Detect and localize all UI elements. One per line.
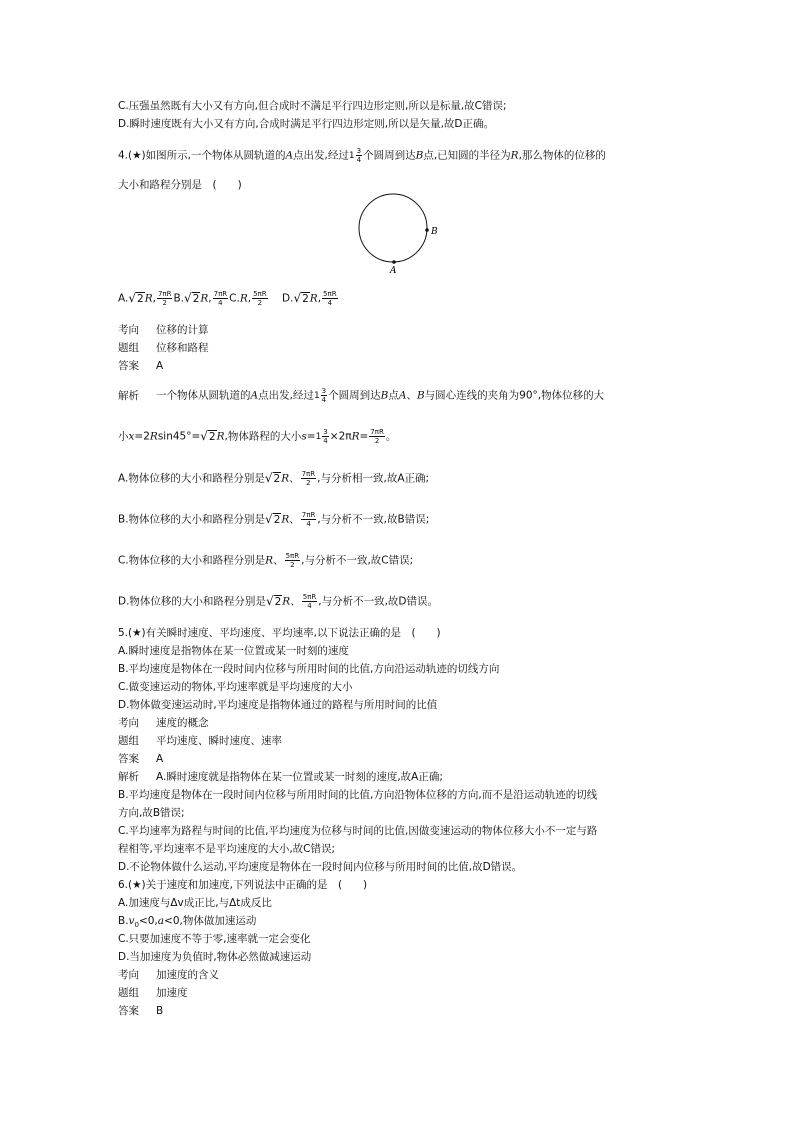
q6-option-b: $B.v_0<0,a<0$,物体做加速运动 — [118, 915, 257, 930]
q4-jiexi-1: 解析 一个物体从圆轨道的A点出发,经过1 $\frac{3}{4}$ 个圆周到达B点A、B与圆心连线的夹角为90°,物体位移的大 — [118, 387, 605, 404]
sqrt: √2 — [128, 290, 144, 305]
q4-explain-c: C.物体位移的大小和路程分别是R、 $\frac{5\pi R}{2}$ ,与分析不一致,故C错误; — [118, 552, 414, 569]
q6-option-d: D.当加速度为负值时,物体必然做减速运动 — [118, 951, 312, 963]
q4-stem-cont: 大小和路程分别是 ( ) — [118, 179, 242, 191]
circle-track-figure — [350, 190, 450, 274]
q4-tizu: 题组 位移和路程 — [118, 342, 209, 354]
q5-option-d: D.物体做变速运动时,平均速度是指物体通过的路程与所用时间的比值 — [118, 699, 438, 711]
mixed-number-one-three-quarters: 1 $\frac{3}{4}$ — [348, 147, 362, 164]
label-a: A — [390, 266, 397, 274]
q5-jiexi-6: D.不论物体做什么运动,平均速度是物体在一段时间内位移与所用时间的比值,故D错误。 — [118, 861, 523, 873]
q4-explain-a: A.物体位移的大小和路程分别是√2R、 $\frac{7\pi R}{2}$ ,与分析相一致,故A正确; — [118, 470, 430, 487]
point-b — [425, 228, 429, 232]
q5-jiexi-5: 程相等,平均速率不是平均速度的大小,故C错误; — [118, 843, 336, 855]
q6-option-a: A.加速度与Δv成正比,与Δt成反比 — [118, 897, 272, 909]
label-b: B — [431, 227, 438, 237]
q5-option-a: A.瞬时速度是指物体在某一位置或某一时刻的速度 — [118, 645, 349, 657]
q6-answer: 答案 B — [118, 1005, 164, 1017]
q5-stem: 5.(★)有关瞬时速度、平均速度、平均速率,以下说法正确的是 ( ) — [118, 627, 441, 639]
option-c-prev: C.压强虽然既有大小又有方向,但合成时不满足平行四边形定则,所以是标量,故C错误; — [118, 100, 507, 112]
q4-explain-b: B.物体位移的大小和路程分别是√2R、 $\frac{7\pi R}{4}$ ,与分析不一致,故B错误; — [118, 511, 430, 528]
q5-jiexi-3: 方向,故B错误; — [118, 807, 185, 819]
q6-stem: 6.(★)关于速度和加速度,下列说法中正确的是 ( ) — [118, 879, 368, 891]
q5-option-b: B.平均速度是物体在一段时间内位移与所用时间的比值,方向沿运动轨迹的切线方向 — [118, 663, 500, 675]
point-a — [392, 260, 396, 264]
q4-answer: 答案 A — [118, 360, 164, 372]
q5-option-c: C.做变速运动的物体,平均速率就是平均速度的大小 — [118, 681, 353, 693]
circle-track — [359, 194, 427, 262]
q4-stem: 4.(★)如图所示,一个物体从圆轨道的A点出发,经过1 $\frac{3}{4}$ 个圆周到达B点,已知圆的半径为R,那么物体的位移的 — [118, 147, 606, 164]
q4-kaoxiang: 考向 位移的计算 — [118, 324, 209, 336]
q4-options: A.√2R, $\frac{7\pi R}{2}$ B.√2R, $\frac{7\pi R}{4}$ C.R, $\frac{5\pi R}{2}$ D.√2R, $\frac{5\pi R}{4}$ — [118, 290, 337, 307]
q6-tizu: 题组 加速度 — [118, 987, 188, 999]
q4-jiexi-2: 小x=2Rsin45°=√2R,物体路程的大小s=1 $\frac{3}{4}$ ×2πR= $\frac{7\pi R}{2}$ 。 — [118, 428, 397, 445]
q5-jiexi-2: B.平均速度是物体在一段时间内位移与所用时间的比值,方向沿物体位移的方向,而不是沿运动轨迹的切线 — [118, 789, 598, 801]
q5-kaoxiang: 考向 速度的概念 — [118, 717, 209, 729]
q5-answer: 答案 A — [118, 753, 164, 765]
q5-jiexi-1: 解析 A.瞬时速度就是指物体在某一位置或某一时刻的速度,故A正确; — [118, 771, 443, 783]
q5-tizu: 题组 平均速度、瞬时速度、速率 — [118, 735, 282, 747]
option-d-prev: D.瞬时速度既有大小又有方向,合成时满足平行四边形定则,所以是矢量,故D正确。 — [118, 118, 495, 130]
q4-explain-d: D.物体位移的大小和路程分别是√2R、 $\frac{5\pi R}{4}$ ,与分析不一致,故D错误。 — [118, 593, 438, 610]
q5-jiexi-4: C.平均速率为路程与时间的比值,平均速度为位移与时间的比值,因做变速运动的物体位移大小不一定与路 — [118, 825, 598, 837]
q6-kaoxiang: 考向 加速度的含义 — [118, 969, 219, 981]
q6-option-c: C.只要加速度不等于零,速率就一定会变化 — [118, 933, 311, 945]
